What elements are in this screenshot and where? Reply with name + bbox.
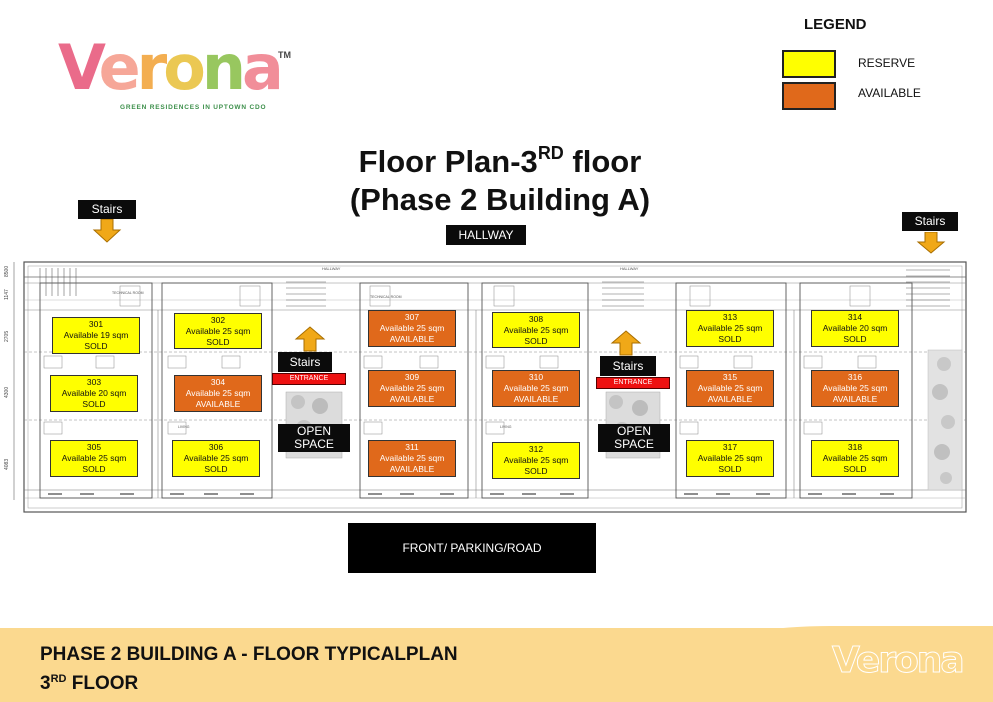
unit-area: Available 19 sqm xyxy=(63,330,129,340)
unit-311[interactable] xyxy=(368,440,456,477)
unit-317[interactable] xyxy=(686,440,774,477)
unit-status: SOLD xyxy=(206,337,230,347)
unit-area: Available 25 sqm xyxy=(185,388,251,398)
unit-312[interactable] xyxy=(492,442,580,479)
unit-305[interactable] xyxy=(50,440,138,477)
open-space-line-1: OPEN xyxy=(296,424,331,438)
unit-status: SOLD xyxy=(524,336,548,346)
unit-status: AVAILABLE xyxy=(832,394,878,404)
title-main: Floor Plan-3 xyxy=(358,144,538,179)
unit-306[interactable] xyxy=(172,440,260,477)
unit-number: 316 xyxy=(847,372,863,382)
unit-318[interactable] xyxy=(811,440,899,477)
footer-floor-suffix: RD xyxy=(50,673,67,685)
unit-status: SOLD xyxy=(843,334,867,344)
unit-area: Available 25 sqm xyxy=(697,383,763,393)
unit-area: Available 25 sqm xyxy=(183,453,249,463)
unit-status: AVAILABLE xyxy=(389,394,435,404)
plan-annotation: TECHNICAL ROOM xyxy=(112,291,144,295)
plan-annotation: LIVING xyxy=(178,425,190,429)
unit-status: AVAILABLE xyxy=(513,394,559,404)
open-space-label-right xyxy=(598,424,670,452)
unit-number: 303 xyxy=(86,377,102,387)
logo-letter: o xyxy=(163,31,202,104)
unit-number: 312 xyxy=(528,444,544,454)
unit-status: SOLD xyxy=(82,464,106,474)
unit-number: 304 xyxy=(210,377,226,387)
open-space-line-2: SPACE xyxy=(294,437,334,451)
unit-area: Available 25 sqm xyxy=(503,325,569,335)
unit-area: Available 25 sqm xyxy=(185,326,251,336)
dimension-label: 2705 xyxy=(4,330,10,342)
verona-logo xyxy=(58,28,298,118)
unit-area: Available 25 sqm xyxy=(822,383,888,393)
unit-number: 308 xyxy=(528,314,544,324)
plan-annotation: LIVING xyxy=(500,425,512,429)
unit-number: 311 xyxy=(405,442,419,452)
page-title xyxy=(300,134,700,219)
unit-area: Available 25 sqm xyxy=(697,453,763,463)
unit-status: SOLD xyxy=(204,464,228,474)
open-space-line-1: OPEN xyxy=(616,424,651,438)
logo-letter: r xyxy=(136,31,164,104)
entrance-badge-right: ENTRANCE xyxy=(596,377,670,389)
unit-status: AVAILABLE xyxy=(707,394,753,404)
unit-area: Available 25 sqm xyxy=(503,383,569,393)
unit-303[interactable] xyxy=(50,375,138,412)
logo-wordmark xyxy=(58,28,280,108)
unit-number: 302 xyxy=(210,315,226,325)
unit-area: Available 25 sqm xyxy=(61,453,127,463)
unit-area: Available 25 sqm xyxy=(379,453,445,463)
footer-caption xyxy=(40,643,458,696)
stairs-label-center-right: Stairs xyxy=(600,356,656,376)
front-parking-road-label: FRONT/ PARKING/ROAD xyxy=(348,523,596,573)
logo-letter: a xyxy=(241,31,280,104)
entrance-badge-left: ENTRANCE xyxy=(272,373,346,385)
unit-area: Available 25 sqm xyxy=(822,453,888,463)
unit-number: 306 xyxy=(208,442,224,452)
plan-annotation: TECHNICAL ROOM xyxy=(370,295,402,299)
arrow-up-icon xyxy=(610,330,642,356)
unit-status: SOLD xyxy=(718,334,742,344)
arrow-up-icon xyxy=(294,326,326,352)
unit-status: AVAILABLE xyxy=(195,399,241,409)
logo-tagline: GREEN RESIDENCES IN UPTOWN CDO xyxy=(120,104,267,111)
unit-status: SOLD xyxy=(524,466,548,476)
unit-number: 314 xyxy=(847,312,863,322)
unit-number: 315 xyxy=(722,372,738,382)
dimension-label: 4083 xyxy=(4,458,10,470)
unit-302[interactable] xyxy=(174,313,262,349)
unit-309[interactable] xyxy=(368,370,456,407)
logo-letter: n xyxy=(201,31,242,104)
unit-status: SOLD xyxy=(718,464,742,474)
footer-line-2 xyxy=(40,667,458,696)
unit-number: 317 xyxy=(722,442,738,452)
unit-area: Available 20 sqm xyxy=(822,323,888,333)
unit-307[interactable] xyxy=(368,310,456,347)
unit-315[interactable] xyxy=(686,370,774,407)
logo-letter: e xyxy=(98,31,137,104)
unit-number: 301 xyxy=(88,319,104,329)
stairs-label-right: Stairs xyxy=(902,212,958,231)
title-superscript: RD xyxy=(537,143,564,163)
footer-verona-logo: Verona xyxy=(832,640,963,681)
stairs-label-left: Stairs xyxy=(78,200,136,219)
legend-swatch-available xyxy=(782,82,836,110)
logo-trademark: TM xyxy=(278,50,291,60)
unit-304[interactable] xyxy=(174,375,262,412)
logo-letter: V xyxy=(58,31,99,104)
unit-number: 318 xyxy=(847,442,863,452)
dimension-label: 8500 xyxy=(4,265,10,277)
plan-annotation: HALLWAY xyxy=(322,266,341,271)
arrow-down-icon xyxy=(92,219,122,243)
unit-number: 309 xyxy=(404,372,420,382)
dimension-label: 4300 xyxy=(4,386,10,398)
unit-313[interactable] xyxy=(686,310,774,347)
unit-number: 305 xyxy=(86,442,102,452)
legend-label-reserve: RESERVE xyxy=(858,56,916,70)
unit-number: 313 xyxy=(722,312,738,322)
open-space-line-2: SPACE xyxy=(614,437,654,451)
hallway-label: HALLWAY xyxy=(446,225,526,245)
unit-status: SOLD xyxy=(843,464,867,474)
open-space-label-left xyxy=(278,424,350,452)
unit-status: AVAILABLE xyxy=(389,464,435,474)
legend-label-available: AVAILABLE xyxy=(858,86,921,100)
plan-annotation: HALLWAY xyxy=(620,266,639,271)
unit-status: AVAILABLE xyxy=(389,334,435,344)
unit-number: 310 xyxy=(528,372,544,382)
footer-floor-word: FLOOR xyxy=(66,673,139,694)
title-line-2: (Phase 2 Building A) xyxy=(349,182,651,217)
title-line-1 xyxy=(300,134,700,181)
legend-swatch-reserve xyxy=(782,50,836,78)
unit-area: Available 25 sqm xyxy=(697,323,763,333)
unit-status: SOLD xyxy=(84,341,108,351)
unit-316[interactable] xyxy=(811,370,899,407)
unit-area: Available 20 sqm xyxy=(61,388,127,398)
footer-line-1: PHASE 2 BUILDING A - FLOOR TYPICALPLAN xyxy=(40,644,458,665)
unit-314[interactable] xyxy=(811,310,899,347)
title-end: floor xyxy=(563,144,642,179)
legend-title: LEGEND xyxy=(804,16,867,33)
dimension-label: 1147 xyxy=(4,289,10,300)
footer-floor-number: 3 xyxy=(40,673,51,694)
unit-area: Available 25 sqm xyxy=(379,383,445,393)
unit-301[interactable] xyxy=(52,317,140,354)
unit-status: SOLD xyxy=(82,399,106,409)
unit-area: Available 25 sqm xyxy=(379,323,445,333)
unit-310[interactable] xyxy=(492,370,580,407)
legend xyxy=(780,16,950,116)
unit-number: 307 xyxy=(404,312,420,322)
unit-308[interactable] xyxy=(492,312,580,348)
unit-area: Available 25 sqm xyxy=(503,455,569,465)
stairs-label-center-left: Stairs xyxy=(278,352,332,372)
